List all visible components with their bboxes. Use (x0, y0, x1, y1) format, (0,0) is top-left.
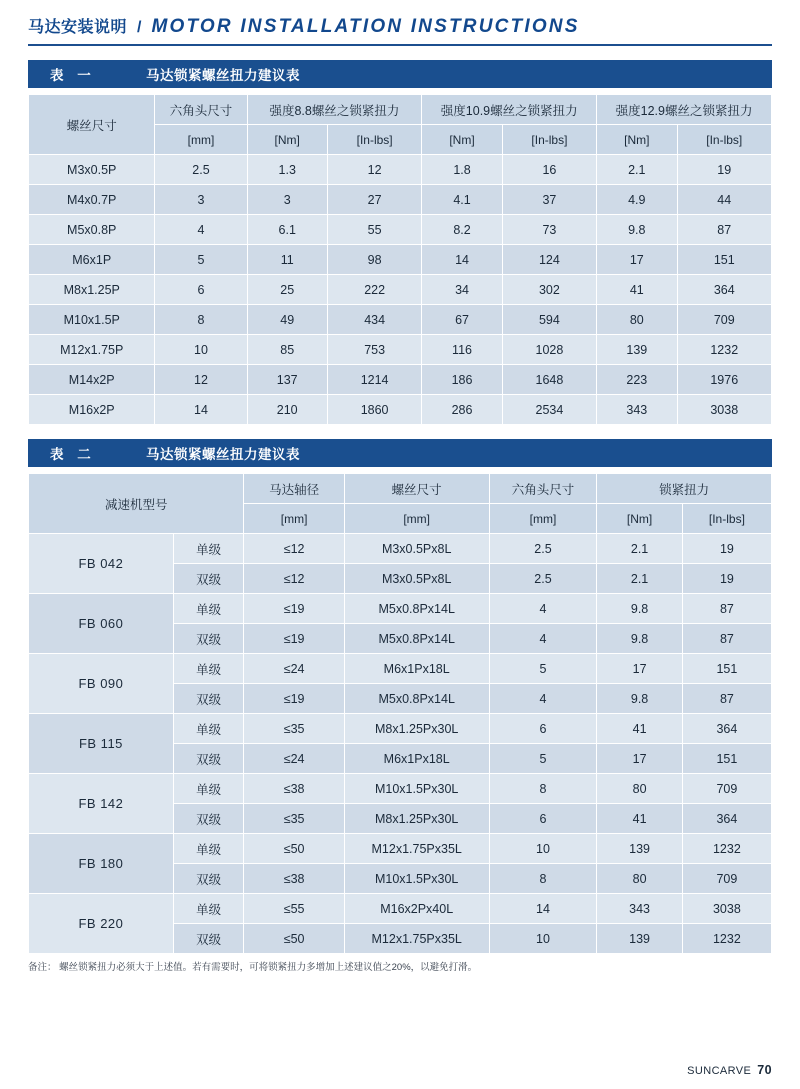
table-row (29, 594, 772, 624)
cell-value: 12 (327, 155, 421, 185)
cell-nm: 80 (597, 774, 682, 804)
header-grade-88: 强度8.8螺丝之锁紧扭力 (247, 95, 422, 125)
section-title-table2: 马达锁紧螺丝扭力建议表 (146, 447, 300, 462)
cell-value: 1648 (502, 365, 596, 395)
cell-value: 222 (327, 275, 421, 305)
cell-screw: M12x1.75Px35L (344, 834, 489, 864)
cell-value: 210 (247, 395, 327, 425)
cell-screw-size: M6x1P (29, 245, 155, 275)
cell-screw-size: M10x1.5P (29, 305, 155, 335)
cell-model: FB 115 (29, 714, 174, 774)
cell-stage: 单级 (173, 834, 244, 864)
cell-value: 4.9 (597, 185, 677, 215)
header-grade-109: 强度10.9螺丝之锁紧扭力 (422, 95, 597, 125)
cell-hex: 10 (489, 924, 597, 954)
cell-hex: 5 (489, 744, 597, 774)
cell-shaft: ≤38 (244, 864, 344, 894)
cell-screw: M10x1.5Px30L (344, 774, 489, 804)
cell-screw: M8x1.25Px30L (344, 804, 489, 834)
cell-shaft: ≤19 (244, 684, 344, 714)
cell-hex: 8 (489, 864, 597, 894)
cell-model: FB 142 (29, 774, 174, 834)
section-title-table1: 马达锁紧螺丝扭力建议表 (146, 68, 300, 83)
cell-shaft: ≤12 (244, 534, 344, 564)
cell-inlbs: 709 (682, 864, 771, 894)
unit-cell: [In-lbs] (677, 125, 772, 155)
table-row (29, 275, 772, 305)
cell-screw-size: M12x1.75P (29, 335, 155, 365)
cell-value: 434 (327, 305, 421, 335)
footnote: 备注： 螺丝锁紧扭力必须大于上述值。若有需要时，可将锁紧扭力多增加上述建议值之20%，以避免打滑。 (28, 962, 478, 973)
cell-screw: M5x0.8Px14L (344, 684, 489, 714)
unit-cell: [mm] (155, 125, 247, 155)
cell-value: 44 (677, 185, 772, 215)
cell-value: 98 (327, 245, 421, 275)
page-title-zh: 马达安装说明 (28, 19, 128, 36)
cell-value: 2534 (502, 395, 596, 425)
cell-screw: M8x1.25Px30L (344, 714, 489, 744)
cell-stage: 双级 (173, 864, 244, 894)
header-screw-size: 螺丝尺寸 (29, 95, 155, 155)
header-gearbox-model: 减速机型号 (29, 474, 244, 534)
cell-shaft: ≤35 (244, 714, 344, 744)
page-number: 70 (757, 1063, 772, 1077)
cell-hex: 5 (489, 654, 597, 684)
cell-value: 753 (327, 335, 421, 365)
table-row (29, 305, 772, 335)
table-row (29, 714, 772, 744)
cell-value: 73 (502, 215, 596, 245)
table-row (29, 365, 772, 395)
unit-cell: [mm] (489, 504, 597, 534)
cell-shaft: ≤50 (244, 834, 344, 864)
cell-value: 14 (422, 245, 502, 275)
cell-screw-size: M3x0.5P (29, 155, 155, 185)
cell-hex: 10 (489, 834, 597, 864)
cell-inlbs: 87 (682, 624, 771, 654)
cell-nm: 2.1 (597, 534, 682, 564)
cell-hex: 14 (489, 894, 597, 924)
cell-stage: 双级 (173, 624, 244, 654)
cell-value: 1028 (502, 335, 596, 365)
cell-value: 55 (327, 215, 421, 245)
cell-value: 286 (422, 395, 502, 425)
torque-table-by-gearbox-model (28, 473, 772, 954)
cell-value: 116 (422, 335, 502, 365)
cell-nm: 139 (597, 924, 682, 954)
cell-screw-size: M5x0.8P (29, 215, 155, 245)
cell-hex: 6 (489, 804, 597, 834)
table-row (29, 654, 772, 684)
cell-model: FB 060 (29, 594, 174, 654)
table-row (29, 155, 772, 185)
unit-cell: [In-lbs] (682, 504, 771, 534)
cell-shaft: ≤24 (244, 744, 344, 774)
header-motor-shaft-diameter: 马达轴径 (244, 474, 344, 504)
cell-nm: 2.1 (597, 564, 682, 594)
cell-screw: M12x1.75Px35L (344, 924, 489, 954)
cell-inlbs: 19 (682, 564, 771, 594)
cell-screw-size: M16x2P (29, 395, 155, 425)
brand-name: SUNCARVE (687, 1065, 752, 1077)
cell-value: 80 (597, 305, 677, 335)
cell-stage: 双级 (173, 924, 244, 954)
cell-nm: 139 (597, 834, 682, 864)
cell-stage: 双级 (173, 564, 244, 594)
cell-stage: 单级 (173, 894, 244, 924)
cell-value: 1214 (327, 365, 421, 395)
cell-inlbs: 364 (682, 714, 771, 744)
cell-inlbs: 709 (682, 774, 771, 804)
cell-value: 41 (597, 275, 677, 305)
cell-value: 19 (677, 155, 772, 185)
cell-value: 10 (155, 335, 247, 365)
cell-inlbs: 1232 (682, 834, 771, 864)
unit-cell: [Nm] (247, 125, 327, 155)
cell-nm: 41 (597, 804, 682, 834)
cell-value: 37 (502, 185, 596, 215)
cell-screw: M3x0.5Px8L (344, 564, 489, 594)
cell-stage: 单级 (173, 654, 244, 684)
cell-value: 124 (502, 245, 596, 275)
cell-inlbs: 3038 (682, 894, 771, 924)
page-title-en: MOTOR INSTALLATION INSTRUCTIONS (151, 16, 580, 37)
cell-screw: M6x1Px18L (344, 744, 489, 774)
cell-stage: 单级 (173, 594, 244, 624)
cell-screw-size: M8x1.25P (29, 275, 155, 305)
cell-value: 3038 (677, 395, 772, 425)
table-header-row-1 (29, 474, 772, 504)
cell-value: 8 (155, 305, 247, 335)
cell-stage: 单级 (173, 534, 244, 564)
cell-value: 1.8 (422, 155, 502, 185)
header-screw-size: 螺丝尺寸 (344, 474, 489, 504)
cell-value: 11 (247, 245, 327, 275)
cell-hex: 6 (489, 714, 597, 744)
cell-nm: 80 (597, 864, 682, 894)
page-title (28, 14, 772, 46)
table-row (29, 774, 772, 804)
cell-shaft: ≤19 (244, 624, 344, 654)
unit-cell: [Nm] (422, 125, 502, 155)
unit-cell: [mm] (244, 504, 344, 534)
cell-value: 2.1 (597, 155, 677, 185)
cell-inlbs: 87 (682, 594, 771, 624)
unit-cell: [Nm] (597, 504, 682, 534)
cell-value: 5 (155, 245, 247, 275)
section-tag-table1: 表 一 (50, 68, 96, 83)
cell-value: 709 (677, 305, 772, 335)
cell-value: 6 (155, 275, 247, 305)
cell-nm: 9.8 (597, 594, 682, 624)
table-row (29, 534, 772, 564)
cell-stage: 单级 (173, 714, 244, 744)
cell-hex: 4 (489, 594, 597, 624)
cell-inlbs: 151 (682, 744, 771, 774)
cell-shaft: ≤35 (244, 804, 344, 834)
cell-screw: M3x0.5Px8L (344, 534, 489, 564)
unit-cell: [Nm] (597, 125, 677, 155)
cell-value: 4 (155, 215, 247, 245)
cell-value: 9.8 (597, 215, 677, 245)
cell-inlbs: 151 (682, 654, 771, 684)
table-header-row-1 (29, 95, 772, 125)
section-tag-table2: 表 二 (50, 447, 96, 462)
cell-value: 12 (155, 365, 247, 395)
cell-screw-size: M14x2P (29, 365, 155, 395)
cell-value: 8.2 (422, 215, 502, 245)
cell-stage: 双级 (173, 684, 244, 714)
cell-value: 4.1 (422, 185, 502, 215)
cell-inlbs: 19 (682, 534, 771, 564)
table-row (29, 834, 772, 864)
header-locking-torque: 锁紧扭力 (597, 474, 772, 504)
cell-inlbs: 364 (682, 804, 771, 834)
cell-value: 1860 (327, 395, 421, 425)
cell-stage: 双级 (173, 744, 244, 774)
cell-value: 25 (247, 275, 327, 305)
table-row (29, 215, 772, 245)
cell-inlbs: 87 (682, 684, 771, 714)
cell-model: FB 220 (29, 894, 174, 954)
cell-screw: M6x1Px18L (344, 654, 489, 684)
cell-shaft: ≤24 (244, 654, 344, 684)
cell-value: 14 (155, 395, 247, 425)
page-title-separator: / (137, 19, 142, 36)
cell-hex: 8 (489, 774, 597, 804)
cell-nm: 17 (597, 654, 682, 684)
cell-shaft: ≤19 (244, 594, 344, 624)
cell-inlbs: 1232 (682, 924, 771, 954)
cell-value: 343 (597, 395, 677, 425)
cell-value: 223 (597, 365, 677, 395)
cell-value: 1.3 (247, 155, 327, 185)
cell-value: 364 (677, 275, 772, 305)
cell-value: 27 (327, 185, 421, 215)
cell-nm: 343 (597, 894, 682, 924)
cell-screw: M16x2Px40L (344, 894, 489, 924)
unit-cell: [In-lbs] (327, 125, 421, 155)
cell-screw: M5x0.8Px14L (344, 624, 489, 654)
cell-nm: 41 (597, 714, 682, 744)
cell-model: FB 180 (29, 834, 174, 894)
cell-nm: 9.8 (597, 624, 682, 654)
header-grade-129: 强度12.9螺丝之锁紧扭力 (597, 95, 772, 125)
cell-screw: M10x1.5Px30L (344, 864, 489, 894)
section-bar-table1 (28, 60, 772, 88)
cell-value: 302 (502, 275, 596, 305)
cell-shaft: ≤12 (244, 564, 344, 594)
cell-value: 2.5 (155, 155, 247, 185)
table-row (29, 894, 772, 924)
cell-value: 594 (502, 305, 596, 335)
cell-stage: 单级 (173, 774, 244, 804)
cell-model: FB 090 (29, 654, 174, 714)
cell-value: 1976 (677, 365, 772, 395)
table-row (29, 185, 772, 215)
cell-value: 3 (247, 185, 327, 215)
page-footer (687, 1063, 772, 1077)
cell-stage: 双级 (173, 804, 244, 834)
header-hex-size: 六角头尺寸 (155, 95, 247, 125)
table-row (29, 395, 772, 425)
cell-screw-size: M4x0.7P (29, 185, 155, 215)
table-row (29, 245, 772, 275)
cell-nm: 9.8 (597, 684, 682, 714)
cell-value: 139 (597, 335, 677, 365)
cell-hex: 2.5 (489, 534, 597, 564)
cell-hex: 4 (489, 624, 597, 654)
cell-value: 49 (247, 305, 327, 335)
cell-nm: 17 (597, 744, 682, 774)
cell-value: 17 (597, 245, 677, 275)
cell-value: 151 (677, 245, 772, 275)
unit-cell: [In-lbs] (502, 125, 596, 155)
cell-value: 67 (422, 305, 502, 335)
cell-screw: M5x0.8Px14L (344, 594, 489, 624)
section-bar-table2 (28, 439, 772, 467)
cell-value: 1232 (677, 335, 772, 365)
cell-hex: 2.5 (489, 564, 597, 594)
cell-value: 16 (502, 155, 596, 185)
cell-value: 3 (155, 185, 247, 215)
cell-shaft: ≤38 (244, 774, 344, 804)
table-row (29, 335, 772, 365)
cell-value: 34 (422, 275, 502, 305)
unit-cell: [mm] (344, 504, 489, 534)
header-hex-size: 六角头尺寸 (489, 474, 597, 504)
cell-value: 186 (422, 365, 502, 395)
cell-hex: 4 (489, 684, 597, 714)
cell-value: 137 (247, 365, 327, 395)
cell-value: 6.1 (247, 215, 327, 245)
cell-model: FB 042 (29, 534, 174, 594)
cell-shaft: ≤55 (244, 894, 344, 924)
cell-shaft: ≤50 (244, 924, 344, 954)
torque-table-by-screw-size (28, 94, 772, 425)
cell-value: 87 (677, 215, 772, 245)
cell-value: 85 (247, 335, 327, 365)
